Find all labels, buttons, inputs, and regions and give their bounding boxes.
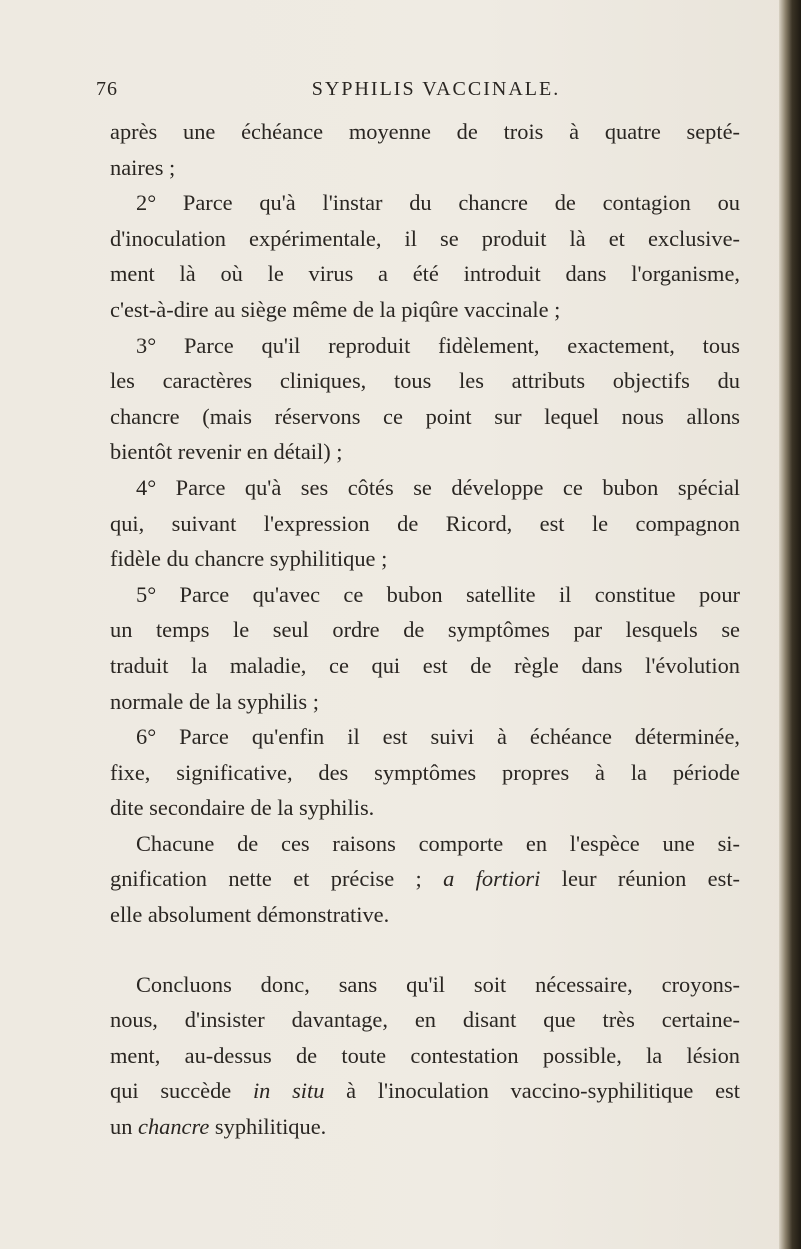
text-line: ment, au-dessus de toute contestation possible, la lésion xyxy=(110,1042,740,1068)
text-line: 5° Parce qu'avec ce bubon satellite il constitue pour xyxy=(136,581,740,607)
text-line: d'inoculation expérimentale, il se produit là et exclusive- xyxy=(110,225,740,251)
paragraph-6 xyxy=(110,719,740,826)
text-span: leur réunion est- xyxy=(561,866,741,892)
text-line xyxy=(110,1109,740,1145)
text-line: traduit la maladie, ce qui est de règle dans l'évolution xyxy=(110,652,740,678)
text-line: Concluons donc, sans qu'il soit nécessaire, croyons- xyxy=(136,971,740,997)
text-line: normale de la syphilis ; xyxy=(110,688,319,714)
running-title: SYPHILIS VACCINALE. xyxy=(311,78,561,100)
page-number: 76 xyxy=(96,78,118,100)
text-line: les caractères cliniques, tous les attributs objectifs du xyxy=(110,368,740,394)
text-line: bientôt revenir en détail) ; xyxy=(110,439,343,465)
text-line: dite secondaire de la syphilis. xyxy=(110,795,375,821)
text-line: après une échéance moyenne de trois à quatre septé- xyxy=(110,119,740,144)
text-line: naires ; xyxy=(110,154,176,180)
text-span: gnification nette et précise ; xyxy=(110,866,422,892)
text-line: nous, d'insister davantage, en disant que très certaine- xyxy=(110,1007,740,1033)
paragraph-gap xyxy=(110,933,740,967)
page-header xyxy=(96,78,736,108)
text-line: 4° Parce qu'à ses côtés se développe ce bubon spécial xyxy=(136,474,740,500)
text-span: qui succède xyxy=(110,1078,232,1104)
text-line: 6° Parce qu'enfin il est suivi à échéance déterminée, xyxy=(136,724,740,750)
paragraph-8 xyxy=(110,967,740,1145)
paragraph-3 xyxy=(110,328,740,470)
text-line: 2° Parce qu'à l'instar du chancre de contagion ou xyxy=(136,190,740,216)
text-line xyxy=(110,1073,740,1109)
text-line: qui, suivant l'expression de Ricord, est le compagnon xyxy=(110,510,740,536)
text-line xyxy=(110,861,740,897)
text-line: fidèle du chancre syphilitique ; xyxy=(110,546,388,572)
text-line: elle absolument démonstrative. xyxy=(110,902,390,928)
italic-phrase: chancre xyxy=(138,1114,210,1140)
text-span: un xyxy=(110,1114,133,1140)
italic-phrase: in situ xyxy=(252,1078,325,1104)
paragraph-4 xyxy=(110,470,740,577)
page-edge-shadow xyxy=(779,0,801,1249)
text-line: un temps le seul ordre de symptômes par lesquels se xyxy=(110,617,740,643)
text-line: ment là où le virus a été introduit dans l'organisme, xyxy=(110,261,740,287)
body-text xyxy=(110,114,740,1145)
text-line: Chacune de ces raisons comporte en l'espèce une si- xyxy=(136,830,740,856)
text-line: 3° Parce qu'il reproduit fidèlement, exactement, tous xyxy=(136,332,740,358)
text-span: à l'inoculation vaccino-syphilitique est xyxy=(346,1078,740,1104)
text-line: fixe, significative, des symptômes propres à la période xyxy=(110,759,740,785)
text-line: c'est-à-dire au siège même de la piqûre vaccinale ; xyxy=(110,296,561,322)
paragraph-1 xyxy=(110,114,740,185)
paragraph-7 xyxy=(110,826,740,933)
text-line: chancre (mais réservons ce point sur lequel nous allons xyxy=(110,403,740,429)
paragraph-5 xyxy=(110,577,740,719)
italic-phrase: a fortiori xyxy=(443,866,541,892)
paragraph-2 xyxy=(110,185,740,327)
text-span: syphilitique. xyxy=(214,1114,327,1140)
